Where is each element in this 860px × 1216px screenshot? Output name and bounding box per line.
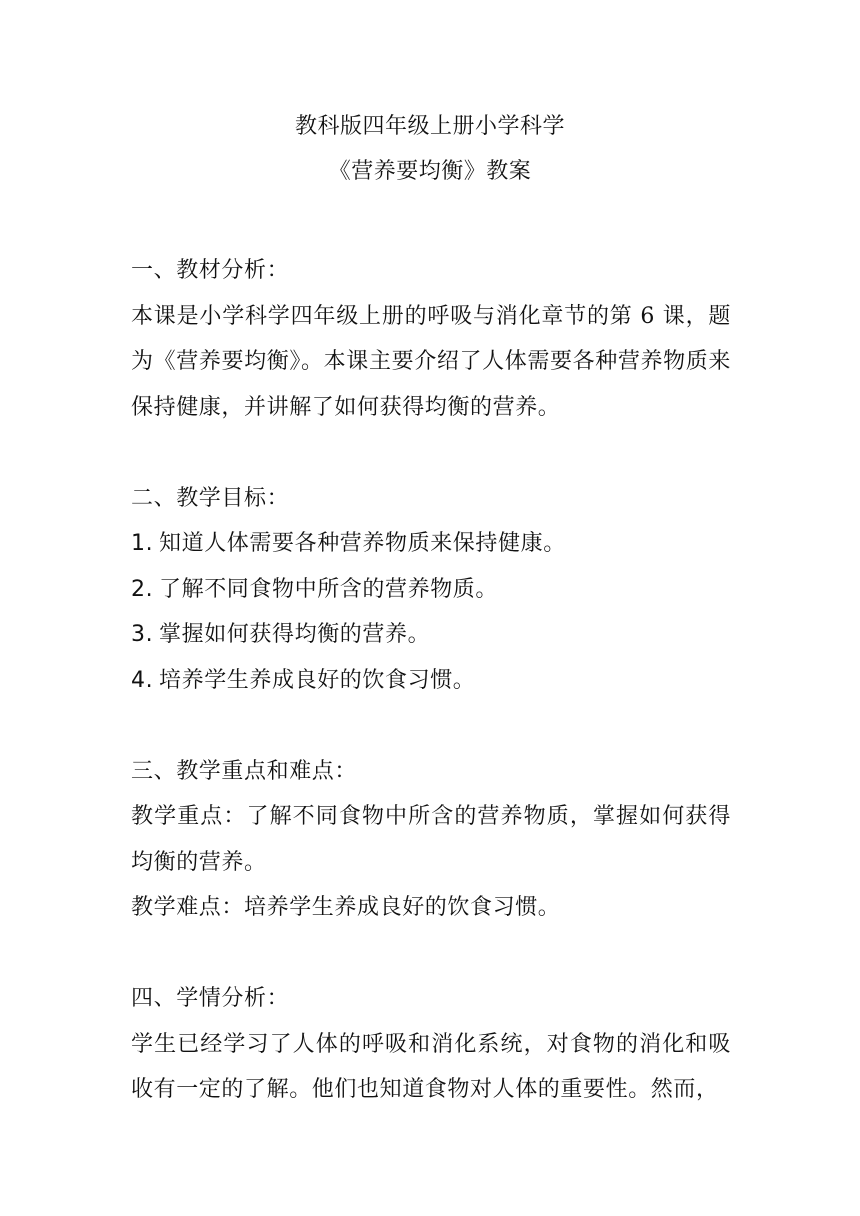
section-heading-key-points: 三、教学重点和难点： (131, 758, 358, 784)
section-gap (131, 931, 731, 977)
student-analysis-paragraph: 学生已经学习了人体的呼吸和消化系统，对食物的消化和吸收有一定的了解。他们也知道食物对人体的重要性。然而， (131, 1031, 731, 1102)
list-item (131, 612, 731, 658)
list-item (131, 567, 731, 613)
document-title: 教科版四年级上册小学科学 (294, 114, 565, 139)
list-item-number: 4. (131, 667, 154, 693)
document-subtitle: 《营养要均衡》教案 (328, 159, 532, 184)
section-heading-student-analysis: 四、学情分析： (131, 986, 290, 1011)
document-body (131, 248, 731, 1113)
list-item-number: 3. (131, 622, 154, 647)
list-item-text: 掌握如何获得均衡的营养。 (159, 622, 431, 647)
list-item-text: 培养学生养成良好的饮食习惯。 (159, 667, 476, 693)
section-gap (131, 430, 731, 476)
list-item-text: 知道人体需要各种营养物质来保持健康。 (159, 531, 566, 556)
difficulty-paragraph: 教学难点：培养学生养成良好的饮食习惯。 (131, 895, 561, 920)
key-point-paragraph: 教学重点：了解不同食物中所含的营养物质，掌握如何获得均衡的营养。 (131, 804, 731, 875)
section-heading-teaching-goals: 二、教学目标： (131, 485, 290, 511)
section-gap (131, 703, 731, 749)
list-item (131, 658, 731, 704)
list-item-number: 1. (131, 531, 154, 556)
list-item (131, 521, 731, 567)
list-item-text: 了解不同食物中所含的营养物质。 (159, 576, 499, 602)
textbook-analysis-paragraph: 本课是小学科学四年级上册的呼吸与消化章节的第 6 课，题为《营养要均衡》。本课主要介绍了人体需要各种营养物质来保持健康，并讲解了如何获得均衡的营养。 (131, 303, 731, 420)
section-heading-textbook-analysis: 一、教材分析： (131, 258, 290, 283)
list-item-number: 2. (131, 576, 154, 602)
